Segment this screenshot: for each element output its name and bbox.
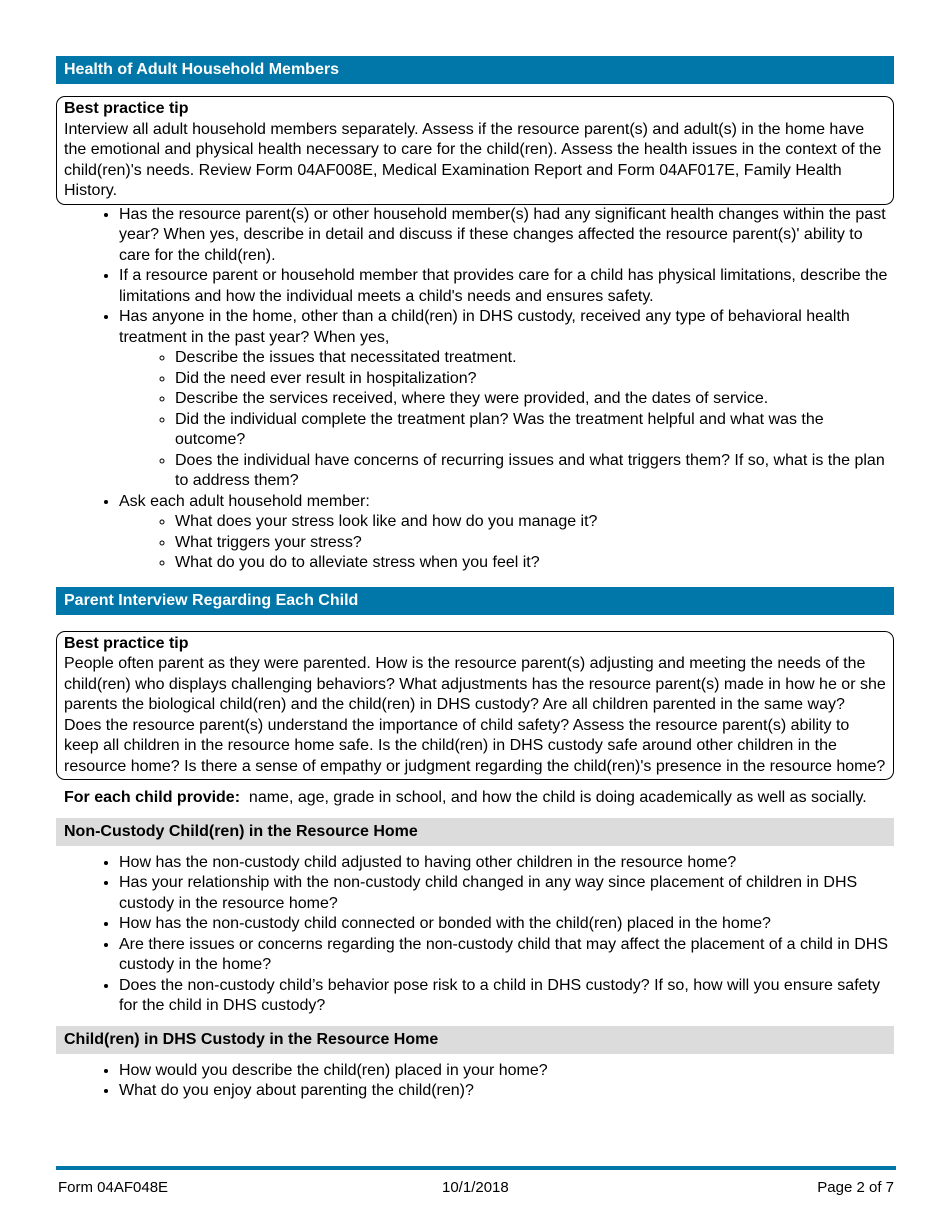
list-item: ◦ What triggers your stress? — [175, 533, 894, 554]
list-item: • Does the non-custody child’s behavior pose risk to a child in DHS custody? If so, how will you ensure safety for the child in DHS custody? — [119, 976, 894, 1017]
list-item-text: Has anyone in the home, other than a child(ren) in DHS custody, received any type of behavioral health treatment in the past year? When yes, — [119, 308, 850, 346]
each-child-instructions — [56, 788, 894, 809]
section-header-non-custody: Non-Custody Child(ren) in the Resource Home — [56, 818, 894, 846]
health-question-list — [56, 205, 894, 574]
list-item: • How would you describe the child(ren) placed in your home? — [119, 1061, 894, 1082]
non-custody-question-list — [56, 853, 894, 1017]
list-item: ◦ Describe the issues that necessitated treatment. — [175, 348, 894, 369]
tip-text: Interview all adult household members separately. Assess if the resource parent(s) and adult(s) in the home have the emotional and physical health necessary to care for the child(ren). Assess the health issues in the context of the child(ren)'s needs. Review Form 04AF008E, Medical Examination Report and Form 04AF017E, Family Health History. — [64, 120, 882, 199]
tip-title: Best practice tip — [64, 100, 189, 117]
list-item: • Has the resource parent(s) or other household member(s) had any significant health changes within the past year? When yes, describe in detail and discuss if these changes affected the resource parent(s)' ability to care for the child(ren). — [119, 205, 894, 267]
document-page — [56, 56, 894, 1102]
list-item: • What do you enjoy about parenting the child(ren)? — [119, 1081, 894, 1102]
footer-form-number: Form 04AF048E — [58, 1179, 169, 1196]
list-item — [119, 492, 894, 574]
list-item: ◦ Did the need ever result in hospitalization? — [175, 369, 894, 390]
provide-text: name, age, grade in school, and how the child is doing academically as well as socially. — [240, 789, 867, 806]
list-item — [119, 307, 894, 492]
list-item: • How has the non-custody child adjusted to having other children in the resource home? — [119, 853, 894, 874]
footer-date: 10/1/2018 — [442, 1179, 509, 1196]
list-item-text: Ask each adult household member: — [119, 492, 370, 510]
list-item: • Are there issues or concerns regarding the non-custody child that may affect the placement of a child in DHS custody in the home? — [119, 935, 894, 976]
tip-text: People often parent as they were parented. How is the resource parent(s) adjusting and meeting the needs of the child(ren) who displays challenging behaviors? What adjustments has the resource parent(s) made in how he or she parents the biological child(ren) and the child(ren) in DHS custody? Are all children parented in the same way? Does the resource parent(s) understand the importance of child safety? Assess the resource parent(s) ability to keep all children in the resource home safe. Is the child(ren) in DHS custody safe around other children in the resource home? Is there a sense of empathy or judgment regarding the child(ren)'s presence in the resource home? — [64, 655, 886, 775]
footer-divider — [56, 1166, 896, 1170]
sub-list — [119, 512, 894, 574]
section-header-parent-interview: Parent Interview Regarding Each Child — [56, 587, 894, 615]
section-header-dhs-custody: Child(ren) in DHS Custody in the Resource Home — [56, 1026, 894, 1054]
list-item: ◦ Describe the services received, where they were provided, and the dates of service. — [175, 389, 894, 410]
list-item: ◦ Does the individual have concerns of recurring issues and what triggers them? If so, what is the plan to address them? — [175, 451, 894, 492]
provide-label: For each child provide: — [64, 789, 241, 806]
tip-title: Best practice tip — [64, 634, 189, 652]
footer-page-number: Page 2 of 7 — [817, 1179, 894, 1196]
list-item: • If a resource parent or household member that provides care for a child has physical limitations, describe the limitations and how the individual meets a child's needs and ensures safety. — [119, 266, 894, 307]
list-item: • Has your relationship with the non-custody child changed in any way since placement of children in DHS custody in the resource home? — [119, 873, 894, 914]
best-practice-tip-box — [56, 631, 894, 781]
section-header-health: Health of Adult Household Members — [56, 56, 894, 84]
list-item: ◦ What does your stress look like and how do you manage it? — [175, 512, 894, 533]
list-item: • How has the non-custody child connected or bonded with the child(ren) placed in the home? — [119, 914, 894, 935]
dhs-custody-question-list — [56, 1061, 894, 1102]
list-item: ◦ Did the individual complete the treatment plan? Was the treatment helpful and what was the outcome? — [175, 410, 894, 451]
sub-list — [119, 348, 894, 492]
best-practice-tip-box — [56, 96, 894, 205]
list-item: ◦ What do you do to alleviate stress when you feel it? — [175, 553, 894, 574]
